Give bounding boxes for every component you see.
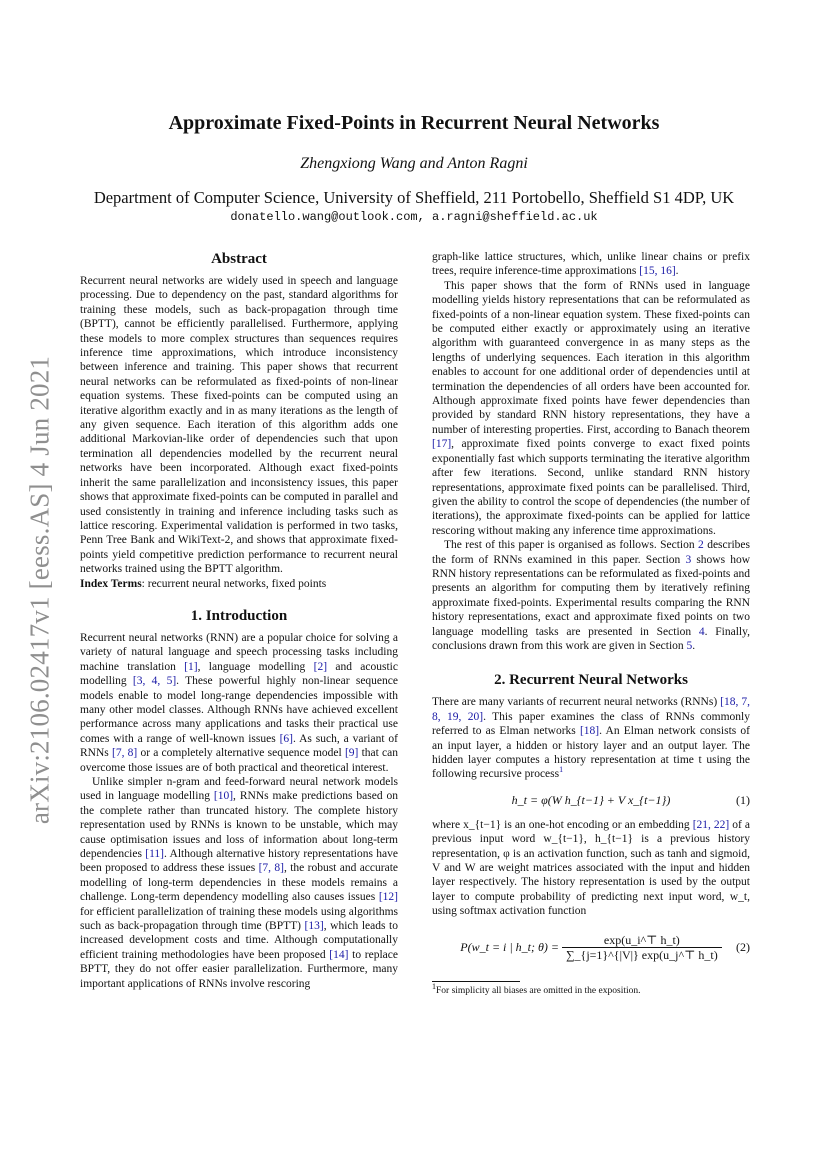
affiliation: Department of Computer Science, University of Sheffield, 211 Portobello, Sheffield S1 4DP, UK [93, 188, 735, 207]
citation-link[interactable]: [7, 8] [111, 747, 138, 760]
citation-link[interactable]: [14] [329, 948, 349, 961]
citation-link[interactable]: [13] [304, 920, 324, 933]
left-column [80, 250, 398, 991]
footnote-rule [432, 981, 520, 982]
citation-link[interactable]: [1] [184, 660, 198, 673]
citation-link[interactable]: [9] [344, 747, 359, 760]
equation-2-number: (2) [736, 939, 750, 954]
equation-2-denominator: ∑_{j=1}^{|V|} exp(u_j^⊤ h_t) [566, 948, 718, 963]
equation-1-body: h_t = φ(W h_{t−1} + V x_{t−1}) [511, 792, 671, 807]
right-column [432, 250, 750, 997]
citation-link[interactable]: [12] [378, 891, 398, 904]
paper-title: Approximate Fixed-Points in Recurrent Neural Networks [168, 112, 660, 134]
arxiv-stamp [20, 330, 60, 850]
equation-2-fraction [562, 933, 722, 962]
index-terms-label: Index Terms [80, 577, 142, 590]
abstract-heading: Abstract [211, 251, 267, 267]
index-terms [80, 577, 398, 591]
footnote [432, 981, 750, 997]
section-link[interactable]: 4 [698, 625, 705, 638]
intro-heading: 1. Introduction [190, 607, 288, 624]
arxiv-stamp-text: arXiv:2106.02417v1 [eess.AS] 4 Jun 2021 [24, 355, 55, 825]
authors: Zhengxiong Wang and Anton Ragni [300, 155, 528, 172]
rnn-paragraph-2: where x_{t−1} is an one-hot encoding or an embedding [21, 22] of a previous input word w_{t−1}, h_{t−1} is a previous history representation, φ is an activation function, such as tanh and sigmoid, V and W are weight matrices associated with the input and hidden layer respectively. The history representation is used by the output layer to compute probability of predicting next input word, w_t, using softmax activation function [432, 818, 751, 918]
footnote-text: For simplicity all biases are omitted in the exposition. [436, 985, 641, 996]
right-paragraph-3: The rest of this paper is organised as follows. Section 2 describes the form of RNNs examined in this paper. Section 3 shows how RNN history representations can be reformulated as fixed-points and presents an algorithm for computing them by iteratively refining approximate fixed-points. Experimental results comparing the RNN history representations, exact and approximate fixed points on two language modelling tasks are presented in Section 4. Finally, conclusions drawn from this work are given in Section 5. [432, 539, 751, 652]
right-paragraph-1: graph-like lattice structures, which, unlike linear chains or prefix trees, require inference-time approximations [15, 16]. [432, 251, 750, 278]
equation-1-number: (1) [736, 792, 750, 807]
intro-paragraph-1: Recurrent neural networks (RNN) are a popular choice for solving a variety of natural language and speech processing tasks including machine translation [1], language modelling [2] and acoustic modelling [3, 4, 5]. These powerful highly non-linear sequence models enable to model long-range dependencies impossible with many other model classes. Although RNNs have achieved excellent performance across many applications and tasks their practical use comes with a range of well-known issues [6]. As such, a variant of RNNs [7, 8] or a completely alternative sequence model [9] that can overcome those issues are of both practical and theoretical interest. [80, 631, 398, 774]
equation-1 [432, 790, 750, 810]
citation-link[interactable]: [11] [145, 848, 164, 861]
section-link[interactable]: 3 [685, 553, 692, 566]
citation-link[interactable]: [17] [432, 438, 452, 451]
right-paragraph-2: This paper shows that the form of RNNs used in language modelling yields history representations that can be reformulated as fixed-points of a non-linear equation system. These fixed-points can be computed either exactly or approximately using an iterative algorithm with guaranteed convergence in as many steps as the lengths of underlying sequences. Each iteration in this algorithm enables to account for one additional order of dependencies until at termination the dependencies of all orders have been accounted for. Although approximate fixed points have fewer dependencies than provided by standard RNN history representations, they have a number of interesting properties. First, according to Banach theorem [17], approximate fixed points converge to exact fixed points exponentially fast which supports terminating the iterative algorithm after few iterations. Second, unlike standard RNN history representations, approximate fixed points can be parallelised. Third, given the ability to control the scope of dependencies (the number of iterations), the approximate fixed-points can be applied for lattice rescoring without making any inference time approximations. [432, 279, 750, 537]
intro-paragraph-2: Unlike simpler n-gram and feed-forward neural network models used in language modelling [10], RNNs make predictions based on the complete rather than truncated history. The complete history representation used by RNNs is known to be unstable, which may cause optimisation issues and loss of information about long-term dependencies [11]. Although alternative history representations have been proposed to address these issues [7, 8], the robust and accurate modelling of long-term dependencies in these models remains a challenge. Long-term dependency modelling also causes issues [12] for efficient parallelization of training these models using algorithms such as back-propagation through time (BPTT) [13], which leads to increased development costs and time. Although computationally efficient training methodologies have been proposed [14] to replace BPTT, they do not offer easier parallelization. Furthermore, many important applications of RNNs involve rescoring [80, 776, 399, 990]
citation-link[interactable]: [18] [579, 725, 600, 738]
rnn-heading: 2. Recurrent Neural Networks [494, 672, 688, 689]
index-terms-text: : recurrent neural networks, fixed points [141, 577, 327, 590]
citation-link[interactable]: [15, 16] [639, 265, 676, 278]
equation-2 [432, 927, 750, 967]
footnote-marker[interactable]: 1 [559, 765, 564, 775]
citation-link[interactable]: [3, 4, 5] [132, 675, 177, 688]
footnote-number: 1 [432, 981, 436, 991]
citation-link[interactable]: [2] [313, 660, 328, 673]
equation-2-numerator: exp(u_i^⊤ h_t) [562, 933, 722, 948]
citation-link[interactable]: [7, 8] [258, 862, 284, 875]
citation-link[interactable]: [21, 22] [692, 818, 730, 831]
section-link[interactable]: 2 [698, 539, 704, 552]
emails: donatello.wang@outlook.com, a.ragni@sheffield.ac.uk [230, 210, 598, 224]
rnn-paragraph-1: There are many variants of recurrent neural networks (RNNs) [18, 7, 8, 19, 20]. This paper examines the class of RNNs commonly referred to as Elman networks [18]. An Elman network consists of an input layer, a hidden or history layer and an output layer. The hidden layer computes a history representation at time t using the following recursive process$^1$ [432, 696, 750, 781]
section-link[interactable]: 5 [686, 639, 693, 652]
citation-link[interactable]: [10] [213, 790, 234, 803]
citation-link[interactable]: [6] [279, 732, 294, 745]
abstract-text: Recurrent neural networks are widely used in speech and language processing. Due to dependency on the past, standard algorithms for training these models, such as back-propagation through time (BPTT), cannot be efficiently parallelised. Furthermore, applying these models to more complex structures than sequences requires inference time approximations, which introduce inconsistency between inference and training. This paper shows that recurrent neural networks can be reformulated as fixed-points of non-linear equation systems. These fixed-points can be computed using an iterative algorithm exactly and in as many iterations as the length of any given sequence. Each iteration of this algorithm adds one additional Markovian-like order of dependencies such that upon termination all dependencies modelled by the recurrent neural networks have been incorporated. Although exact fixed-points inherit the same parallelization and inconsistency issues, this paper shows that approximate fixed-points can be computed in parallel and used consistently in training and inference including tasks such as lattice rescoring. Experimental validation is performed in two tasks, Penn Tree Bank and WikiText-2, and shows that approximate fixed-points yield competitive prediction performance to recurrent neural networks trained using the BPTT algorithm. [80, 275, 398, 576]
equation-2-lhs: P(w_t = i | h_t; θ) = [460, 939, 559, 954]
citation-link[interactable]: [18, 7, 8, 19, 20] [432, 696, 750, 723]
